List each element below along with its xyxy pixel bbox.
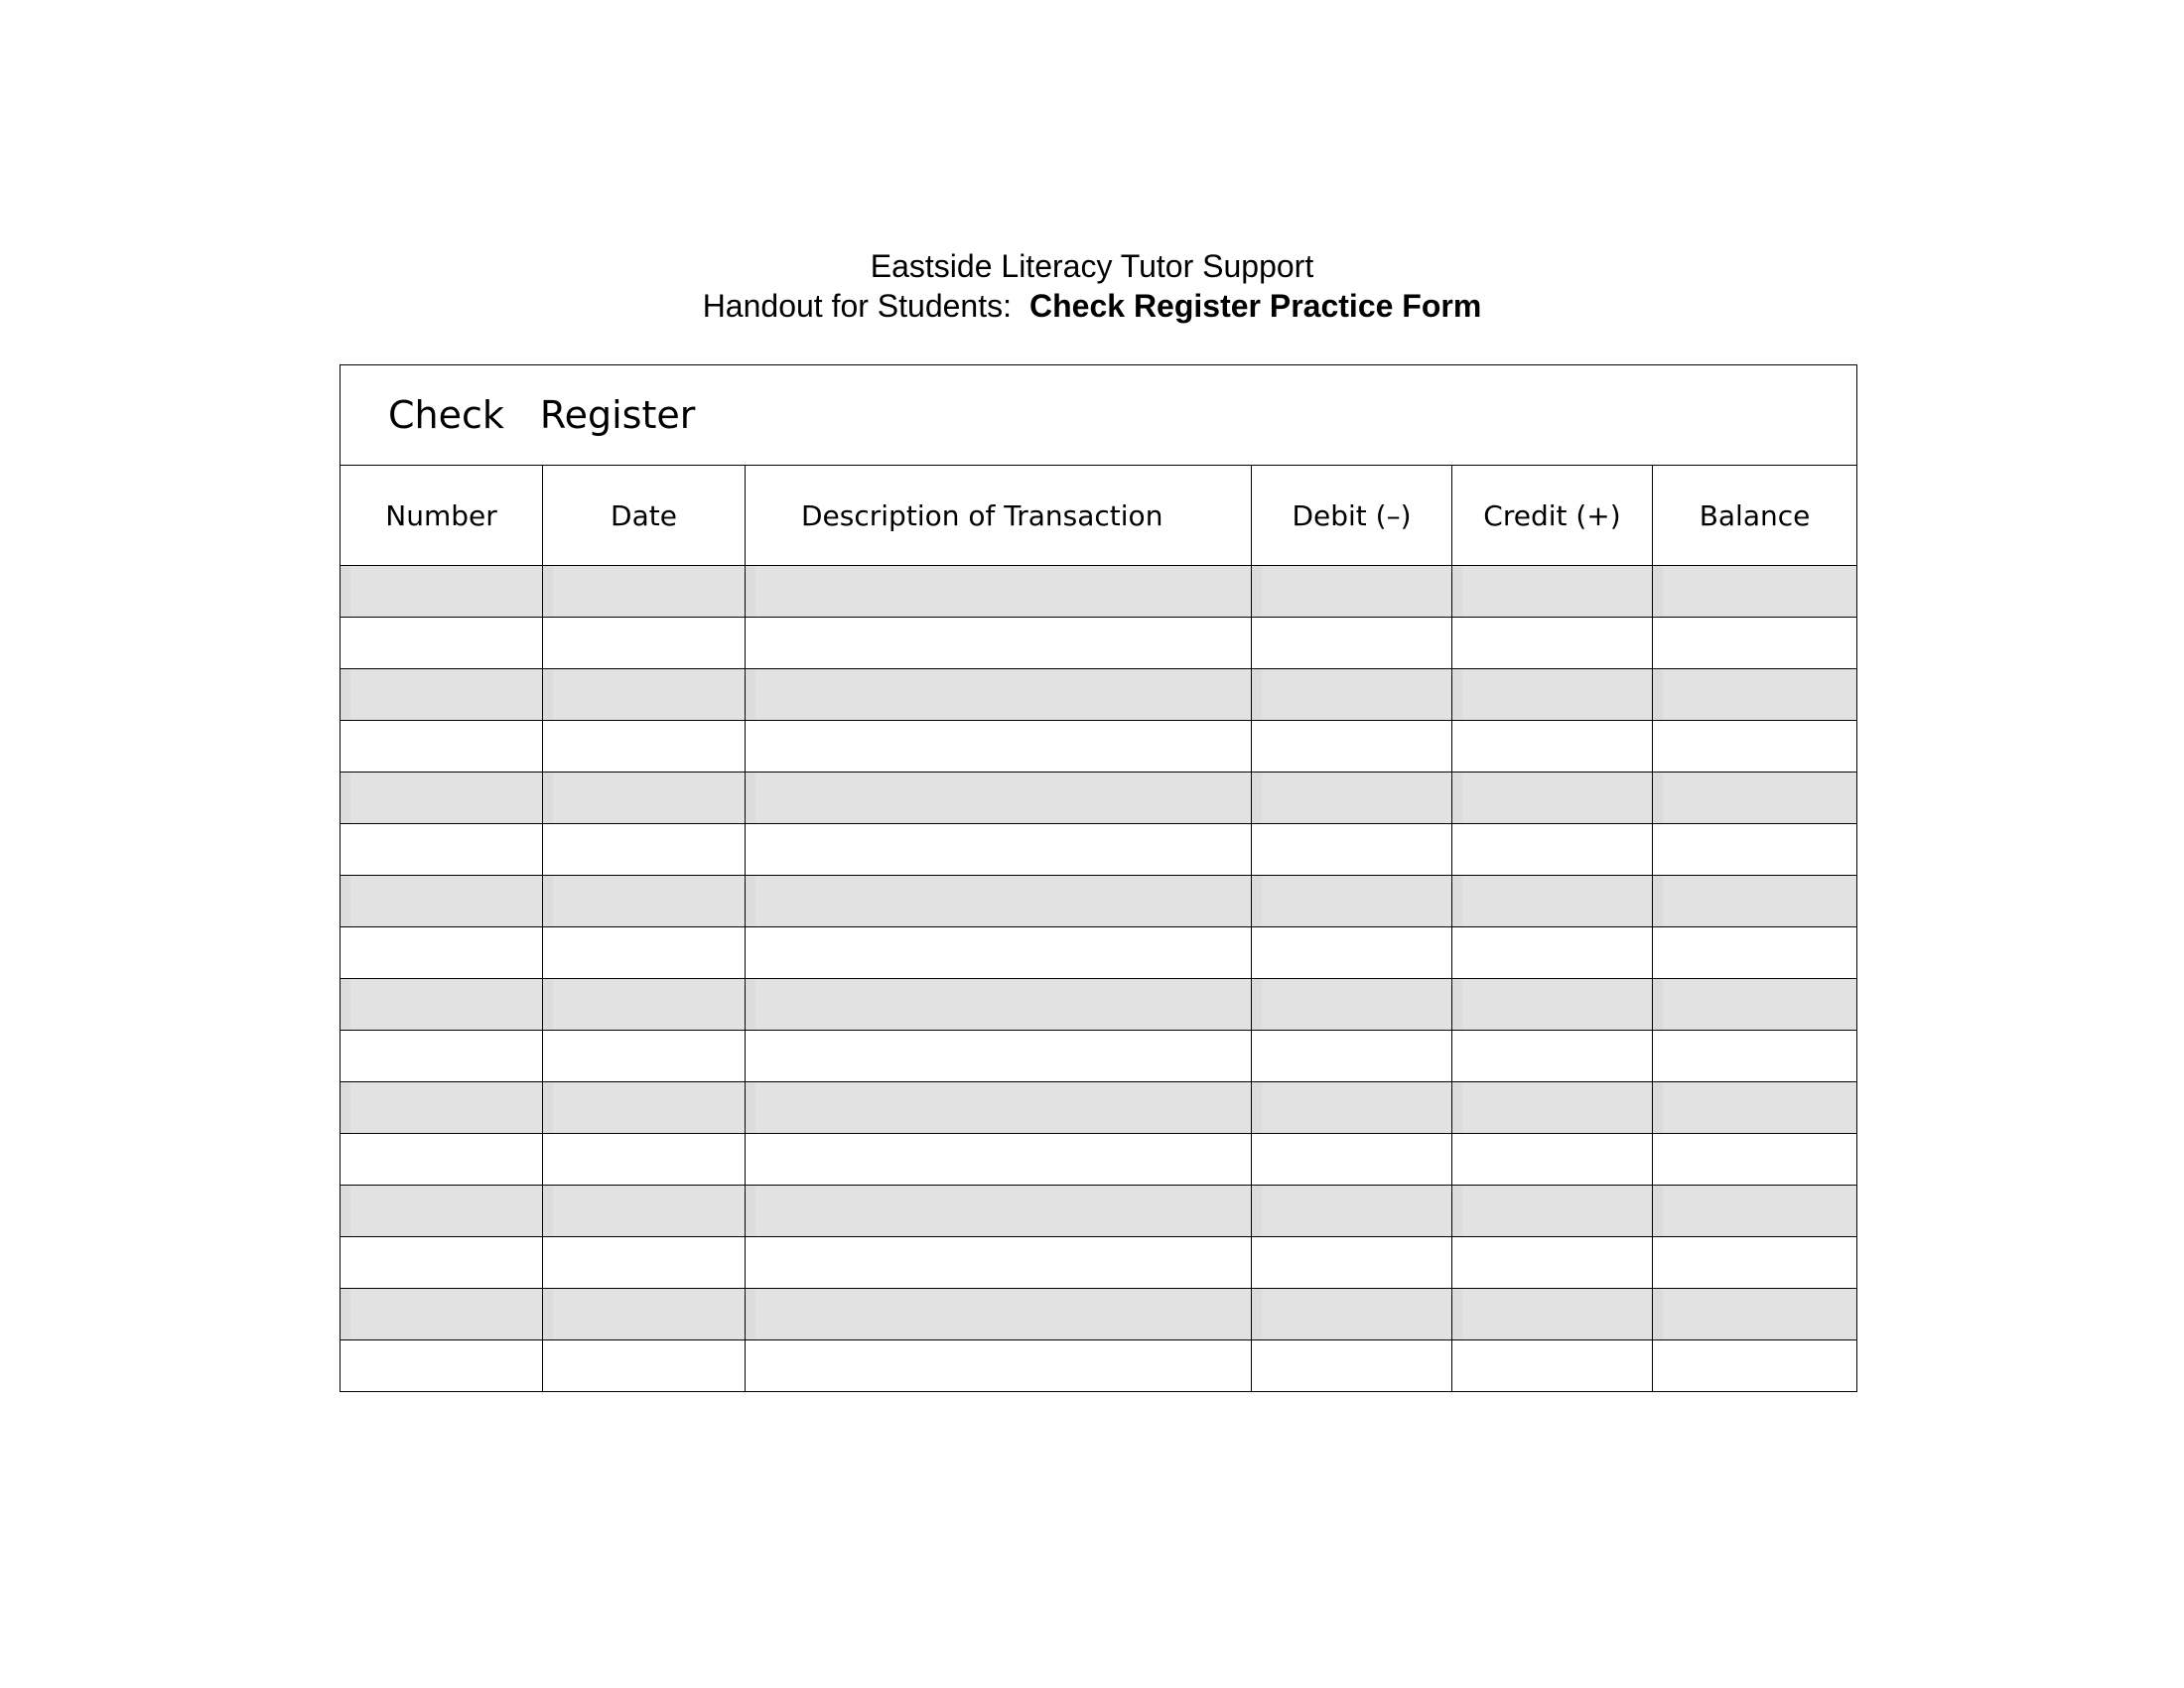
number-cell[interactable] bbox=[341, 721, 543, 773]
date-cell[interactable] bbox=[543, 1237, 746, 1289]
balance-cell[interactable] bbox=[1653, 618, 1857, 669]
balance-cell[interactable] bbox=[1653, 566, 1857, 618]
description-cell[interactable] bbox=[746, 669, 1252, 721]
description-cell[interactable] bbox=[746, 1289, 1252, 1340]
table-row bbox=[341, 618, 1857, 669]
table-row bbox=[341, 1340, 1857, 1392]
credit-cell[interactable] bbox=[1452, 669, 1653, 721]
debit-cell[interactable] bbox=[1252, 773, 1452, 824]
table-row bbox=[341, 1082, 1857, 1134]
description-cell[interactable] bbox=[746, 979, 1252, 1031]
table-row bbox=[341, 1134, 1857, 1186]
credit-cell[interactable] bbox=[1452, 1134, 1653, 1186]
description-cell[interactable] bbox=[746, 1134, 1252, 1186]
table-row bbox=[341, 927, 1857, 979]
date-cell[interactable] bbox=[543, 1082, 746, 1134]
number-cell[interactable] bbox=[341, 669, 543, 721]
date-cell[interactable] bbox=[543, 1340, 746, 1392]
description-cell[interactable] bbox=[746, 618, 1252, 669]
description-cell[interactable] bbox=[746, 927, 1252, 979]
number-cell[interactable] bbox=[341, 1186, 543, 1237]
number-cell[interactable] bbox=[341, 1031, 543, 1082]
date-cell[interactable] bbox=[543, 927, 746, 979]
description-cell[interactable] bbox=[746, 721, 1252, 773]
credit-cell[interactable] bbox=[1452, 773, 1653, 824]
debit-cell[interactable] bbox=[1252, 1134, 1452, 1186]
description-cell[interactable] bbox=[746, 1340, 1252, 1392]
number-cell[interactable] bbox=[341, 979, 543, 1031]
debit-cell[interactable] bbox=[1252, 566, 1452, 618]
number-cell[interactable] bbox=[341, 1082, 543, 1134]
credit-cell[interactable] bbox=[1452, 876, 1653, 927]
balance-cell[interactable] bbox=[1653, 1186, 1857, 1237]
date-cell[interactable] bbox=[543, 1031, 746, 1082]
description-cell[interactable] bbox=[746, 773, 1252, 824]
column-header-credit: Credit (+) bbox=[1452, 466, 1653, 566]
number-cell[interactable] bbox=[341, 566, 543, 618]
debit-cell[interactable] bbox=[1252, 876, 1452, 927]
column-header-row bbox=[341, 466, 1857, 566]
balance-cell[interactable] bbox=[1653, 1340, 1857, 1392]
number-cell[interactable] bbox=[341, 876, 543, 927]
debit-cell[interactable] bbox=[1252, 1031, 1452, 1082]
balance-cell[interactable] bbox=[1653, 979, 1857, 1031]
date-cell[interactable] bbox=[543, 669, 746, 721]
credit-cell[interactable] bbox=[1452, 1289, 1653, 1340]
number-cell[interactable] bbox=[341, 1289, 543, 1340]
credit-cell[interactable] bbox=[1452, 824, 1653, 876]
debit-cell[interactable] bbox=[1252, 618, 1452, 669]
number-cell[interactable] bbox=[341, 1237, 543, 1289]
balance-cell[interactable] bbox=[1653, 669, 1857, 721]
date-cell[interactable] bbox=[543, 618, 746, 669]
date-cell[interactable] bbox=[543, 721, 746, 773]
date-cell[interactable] bbox=[543, 566, 746, 618]
handout-header bbox=[0, 246, 2184, 326]
number-cell[interactable] bbox=[341, 1134, 543, 1186]
balance-cell[interactable] bbox=[1653, 1031, 1857, 1082]
credit-cell[interactable] bbox=[1452, 618, 1653, 669]
date-cell[interactable] bbox=[543, 1186, 746, 1237]
credit-cell[interactable] bbox=[1452, 1031, 1653, 1082]
table-row bbox=[341, 566, 1857, 618]
table-row bbox=[341, 669, 1857, 721]
balance-cell[interactable] bbox=[1653, 824, 1857, 876]
table-row bbox=[341, 1186, 1857, 1237]
description-cell[interactable] bbox=[746, 1186, 1252, 1237]
number-cell[interactable] bbox=[341, 618, 543, 669]
description-cell[interactable] bbox=[746, 824, 1252, 876]
column-header-description: Description of Transaction bbox=[746, 466, 1252, 566]
table-row bbox=[341, 1031, 1857, 1082]
credit-cell[interactable] bbox=[1452, 1082, 1653, 1134]
credit-cell[interactable] bbox=[1452, 1340, 1653, 1392]
debit-cell[interactable] bbox=[1252, 1186, 1452, 1237]
number-cell[interactable] bbox=[341, 1340, 543, 1392]
check-register-table bbox=[340, 364, 1857, 1392]
balance-cell[interactable] bbox=[1653, 1134, 1857, 1186]
description-cell[interactable] bbox=[746, 566, 1252, 618]
balance-cell[interactable] bbox=[1653, 1082, 1857, 1134]
table-row bbox=[341, 1289, 1857, 1340]
register-title-row bbox=[341, 365, 1857, 466]
date-cell[interactable] bbox=[543, 979, 746, 1031]
organization-name: Eastside Literacy Tutor Support bbox=[870, 248, 1314, 284]
credit-cell[interactable] bbox=[1452, 721, 1653, 773]
debit-cell[interactable] bbox=[1252, 824, 1452, 876]
number-cell[interactable] bbox=[341, 824, 543, 876]
column-header-date: Date bbox=[543, 466, 746, 566]
debit-cell[interactable] bbox=[1252, 979, 1452, 1031]
debit-cell[interactable] bbox=[1252, 1340, 1452, 1392]
register-title-word-register: Register bbox=[539, 393, 696, 437]
balance-cell[interactable] bbox=[1653, 721, 1857, 773]
handout-title-prefix: Handout for Students: bbox=[702, 288, 1012, 324]
description-cell[interactable] bbox=[746, 1031, 1252, 1082]
register-title-word-check: Check bbox=[388, 393, 504, 437]
balance-cell[interactable] bbox=[1653, 927, 1857, 979]
credit-cell[interactable] bbox=[1452, 927, 1653, 979]
table-row bbox=[341, 876, 1857, 927]
credit-cell[interactable] bbox=[1452, 566, 1653, 618]
debit-cell[interactable] bbox=[1252, 721, 1452, 773]
credit-cell[interactable] bbox=[1452, 1186, 1653, 1237]
date-cell[interactable] bbox=[543, 1134, 746, 1186]
description-cell[interactable] bbox=[746, 876, 1252, 927]
column-header-balance: Balance bbox=[1653, 466, 1857, 566]
credit-cell[interactable] bbox=[1452, 979, 1653, 1031]
debit-cell[interactable] bbox=[1252, 1289, 1452, 1340]
balance-cell[interactable] bbox=[1653, 1289, 1857, 1340]
debit-cell[interactable] bbox=[1252, 669, 1452, 721]
table-row bbox=[341, 824, 1857, 876]
date-cell[interactable] bbox=[543, 876, 746, 927]
balance-cell[interactable] bbox=[1653, 1237, 1857, 1289]
handout-title bbox=[0, 286, 2184, 326]
date-cell[interactable] bbox=[543, 824, 746, 876]
debit-cell[interactable] bbox=[1252, 1082, 1452, 1134]
credit-cell[interactable] bbox=[1452, 1237, 1653, 1289]
table-row bbox=[341, 1237, 1857, 1289]
handout-title-bold: Check Register Practice Form bbox=[1029, 288, 1482, 324]
number-cell[interactable] bbox=[341, 927, 543, 979]
date-cell[interactable] bbox=[543, 773, 746, 824]
table-row bbox=[341, 721, 1857, 773]
debit-cell[interactable] bbox=[1252, 927, 1452, 979]
debit-cell[interactable] bbox=[1252, 1237, 1452, 1289]
column-header-debit: Debit (–) bbox=[1252, 466, 1452, 566]
number-cell[interactable] bbox=[341, 773, 543, 824]
table-row bbox=[341, 979, 1857, 1031]
balance-cell[interactable] bbox=[1653, 876, 1857, 927]
balance-cell[interactable] bbox=[1653, 773, 1857, 824]
column-header-number: Number bbox=[341, 466, 543, 566]
date-cell[interactable] bbox=[543, 1289, 746, 1340]
table-row bbox=[341, 773, 1857, 824]
register-title bbox=[341, 365, 1857, 466]
description-cell[interactable] bbox=[746, 1237, 1252, 1289]
description-cell[interactable] bbox=[746, 1082, 1252, 1134]
